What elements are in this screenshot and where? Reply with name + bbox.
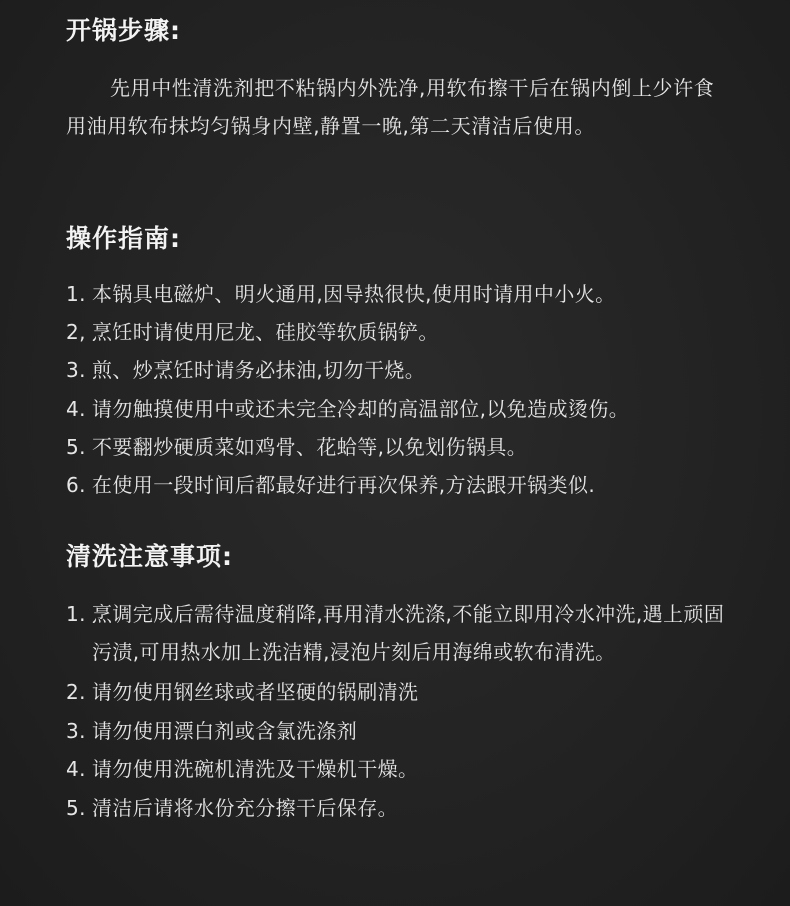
cleaning-item-1-number: 1. [66,602,86,626]
cleaning-item-2-text: 请勿使用钢丝球或者坚硬的锅刷清洗 [92,680,419,704]
guide-item-4-text: 请勿触摸使用中或还未完全冷却的高温部位,以免造成烫伤。 [92,396,630,421]
cleaning-item-3-text: 请勿使用漂白剂或含氯洗涤剂 [92,718,358,743]
guide-item-2-text: 烹饪时请使用尼龙、硅胶等软质锅铲。 [92,320,439,345]
guide-item-6-text: 在使用一段时间后都最好进行再次保养,方法跟开锅类似. [92,472,596,497]
guide-item-1 [66,275,756,313]
guide-item-1-text: 本锅具电磁炉、明火通用,因导热很快,使用时请用中小火。 [92,282,616,306]
cleaning-item-4-text: 请勿使用洗碗机清洗及干燥机干燥。 [92,757,419,781]
guide-item-2 [66,313,756,351]
guide-item-5-text: 不要翻炒硬质菜如鸡骨、花蛤等,以免划伤锅具。 [92,434,528,459]
cleaning-item-1-text: 烹调完成后需待温度稍降,再用清水洗涤,不能立即用冷水冲洗,遇上顽固污渍,可用热水加上洗洁精,浸泡片刻后用海绵或软布清洗。 [92,602,725,664]
open-pot-heading: 开锅步骤: [66,16,181,45]
guide-item-5 [66,428,756,466]
guide-item-2-number: 2, [66,320,86,345]
cleaning-item-3-number: 3. [66,718,86,743]
open-pot-section [66,14,756,145]
cleaning-item-5 [66,789,756,828]
cleaning-notes-heading: 清洗注意事项: [66,542,233,571]
guide-item-3-number: 3. [66,358,86,383]
open-pot-text: 先用中性清洗剂把不粘锅内外洗净,用软布擦干后在锅内倒上少许食用油用软布抹均匀锅身内壁,静置一晚,第二天清洁后使用。 [66,76,715,138]
guide-item-6 [66,466,756,504]
cleaning-item-5-text: 清洁后请将水份充分擦干后保存。 [92,795,398,820]
cleaning-item-5-number: 5. [66,795,86,820]
guide-item-3 [66,351,756,389]
operation-guide-list [66,275,756,504]
cleaning-notes-list [66,596,756,827]
guide-item-4 [66,390,756,428]
guide-item-3-text: 煎、炒烹饪时请务必抹油,切勿干烧。 [92,358,426,383]
guide-item-4-number: 4. [66,396,86,421]
cleaning-item-4-number: 4. [66,757,86,781]
cleaning-item-4 [66,750,756,789]
guide-item-5-number: 5. [66,434,86,459]
operation-guide-section [66,222,756,504]
cleaning-item-3 [66,712,756,751]
cleaning-item-2 [66,673,756,712]
operation-guide-heading: 操作指南: [66,224,181,253]
guide-item-1-number: 1. [66,282,86,306]
guide-item-6-number: 6. [66,472,86,497]
cleaning-item-1 [66,596,732,671]
cleaning-item-2-number: 2. [66,680,86,704]
cleaning-notes-section [66,540,756,827]
